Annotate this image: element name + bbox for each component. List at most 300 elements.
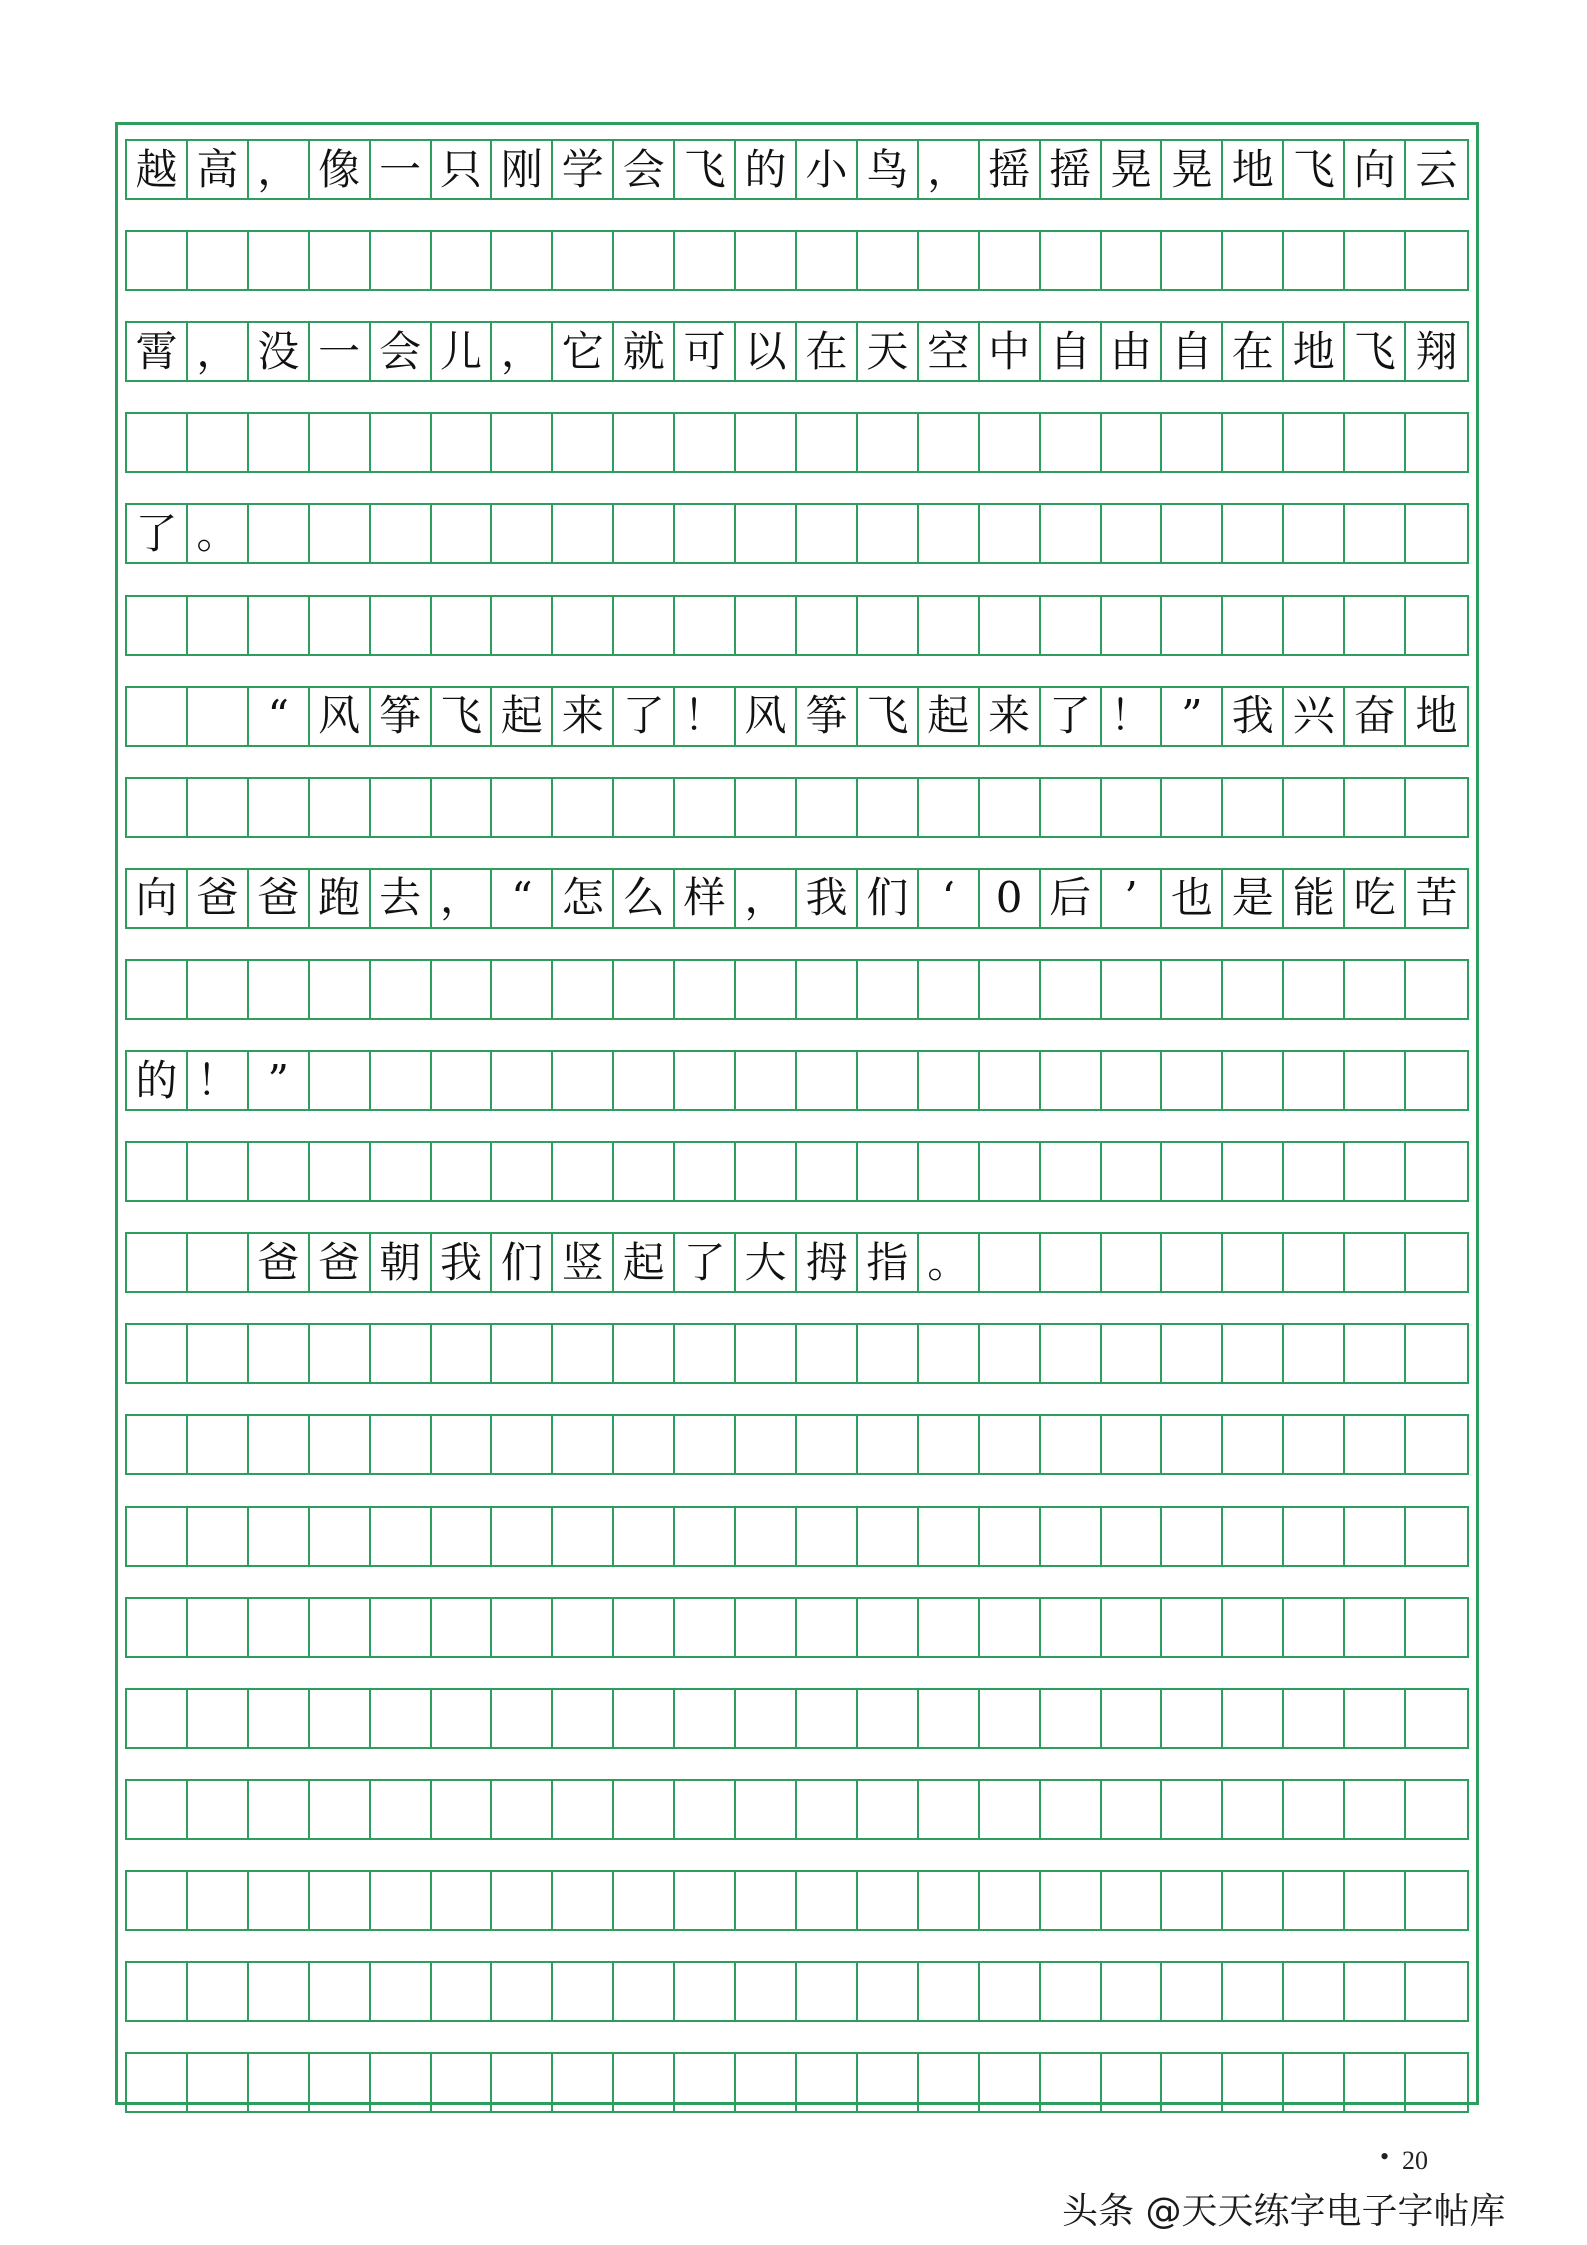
grid-cell: 在 — [797, 323, 858, 380]
grid-row — [125, 1050, 1469, 1111]
grid-cell — [797, 1963, 858, 2020]
grid-cell — [1162, 961, 1223, 1018]
grid-cell — [1345, 1781, 1406, 1838]
grid-cell — [736, 1508, 797, 1565]
grid-cell — [1102, 1872, 1163, 1929]
grid-cell: 天 — [858, 323, 919, 380]
grid-cell: ， — [492, 323, 553, 380]
grid-cell — [858, 2054, 919, 2111]
grid-cell: 地 — [1415, 691, 1458, 741]
grid-cell — [553, 1143, 614, 1200]
grid-cell: 爸 — [310, 1234, 371, 1291]
grid-cell — [1223, 232, 1284, 289]
grid-cell — [1406, 779, 1467, 836]
grid-cell — [797, 505, 858, 562]
grid-cell — [188, 779, 249, 836]
grid-cell: 起 — [492, 688, 553, 745]
grid-cell — [1406, 1234, 1467, 1291]
grid-cell — [980, 2054, 1041, 2111]
grid-cell: 了 — [1041, 688, 1102, 745]
grid-cell: 会 — [614, 141, 675, 198]
grid-cell: ” — [1162, 688, 1223, 745]
grid-cell — [980, 1234, 1041, 1291]
grid-cell — [1406, 2054, 1467, 2111]
grid-cell — [797, 2054, 858, 2111]
grid-cell — [614, 1690, 675, 1747]
grid-cell — [1041, 2054, 1102, 2111]
grid-cell — [1102, 961, 1163, 1018]
grid-row — [125, 1232, 1469, 1293]
grid-cell — [371, 1690, 432, 1747]
grid-cell — [127, 414, 188, 471]
grid-cell: ！ — [1102, 688, 1163, 745]
grid-cell — [432, 1690, 493, 1747]
grid-cell: 竖 — [553, 1234, 614, 1291]
grid-cell: 一 — [310, 323, 371, 380]
grid-cell — [736, 2054, 797, 2111]
grid-cell — [1041, 1690, 1102, 1747]
grid-cell: ， — [736, 870, 797, 927]
grid-cell: ‘ — [919, 870, 980, 927]
grid-cell — [614, 414, 675, 471]
grid-cell — [310, 2054, 371, 2111]
grid-cell — [371, 414, 432, 471]
grid-cell — [675, 961, 736, 1018]
grid-cell: 摇 — [1041, 141, 1102, 198]
grid-cell — [188, 1234, 249, 1291]
grid-cell — [371, 232, 432, 289]
grid-cell — [1041, 1325, 1102, 1382]
grid-cell — [432, 1508, 493, 1565]
grid-cell — [919, 1508, 980, 1565]
grid-row — [125, 959, 1469, 1020]
grid-cell: 能 — [1284, 870, 1345, 927]
grid-cell — [1284, 1052, 1345, 1109]
grid-cell — [919, 1416, 980, 1473]
grid-cell: 风 — [736, 688, 797, 745]
grid-cell: 向 — [127, 870, 188, 927]
grid-cell — [371, 2054, 432, 2111]
grid-cell: 们 — [858, 870, 919, 927]
grid-cell — [736, 1963, 797, 2020]
grid-cell — [1102, 1599, 1163, 1656]
grid-row — [125, 230, 1469, 291]
grid-cell: 朝 — [371, 1234, 432, 1291]
grid-cell: 后 — [1041, 870, 1102, 927]
grid-cell: 兴 — [1284, 688, 1345, 745]
grid-cell — [553, 2054, 614, 2111]
grid-cell — [1223, 1416, 1284, 1473]
grid-cell — [736, 1416, 797, 1473]
grid-cell: 摇 — [980, 141, 1041, 198]
grid-cell — [310, 779, 371, 836]
grid-cell — [858, 414, 919, 471]
grid-cell — [1162, 232, 1223, 289]
grid-cell: 。 — [188, 505, 249, 562]
grid-cell — [127, 597, 188, 654]
grid-cell — [1223, 1325, 1284, 1382]
grid-cell — [1223, 779, 1284, 836]
grid-cell — [1345, 232, 1406, 289]
grid-cell — [1102, 779, 1163, 836]
grid-cell — [371, 1143, 432, 1200]
grid-cell — [736, 1872, 797, 1929]
grid-cell — [614, 1508, 675, 1565]
grid-cell — [1284, 1143, 1345, 1200]
grid-cell — [858, 961, 919, 1018]
grid-row — [125, 139, 1469, 200]
grid-cell — [249, 1508, 310, 1565]
grid-row — [125, 1597, 1469, 1658]
grid-cell — [614, 1416, 675, 1473]
grid-cell — [1345, 1599, 1406, 1656]
grid-cell — [919, 1872, 980, 1929]
grid-cell — [980, 1781, 1041, 1838]
grid-cell — [919, 1052, 980, 1109]
grid-cell — [980, 1416, 1041, 1473]
grid-cell — [797, 1508, 858, 1565]
grid-cell — [310, 232, 371, 289]
grid-cell — [1345, 414, 1406, 471]
grid-cell — [492, 1052, 553, 1109]
grid-cell — [492, 1508, 553, 1565]
grid-cell: 了 — [675, 1234, 736, 1291]
grid-cell — [736, 1781, 797, 1838]
grid-cell — [1162, 1508, 1223, 1565]
grid-cell: 在 — [1223, 323, 1284, 380]
grid-cell — [127, 1234, 188, 1291]
grid-cell — [553, 1508, 614, 1565]
grid-cell — [127, 1781, 188, 1838]
grid-cell — [1345, 779, 1406, 836]
grid-cell — [553, 1690, 614, 1747]
grid-cell: 可 — [675, 323, 736, 380]
grid-cell — [1345, 1416, 1406, 1473]
grid-cell — [127, 688, 188, 745]
grid-cell: 儿 — [432, 323, 493, 380]
grid-cell — [310, 505, 371, 562]
grid-cell — [1223, 1143, 1284, 1200]
grid-cell — [553, 232, 614, 289]
grid-cell — [1162, 1052, 1223, 1109]
grid-cell: 大 — [736, 1234, 797, 1291]
grid-cell: 一 — [371, 141, 432, 198]
grid-cell — [553, 505, 614, 562]
grid-cell — [1041, 597, 1102, 654]
grid-row — [125, 503, 1469, 564]
grid-cell — [736, 414, 797, 471]
grid-cell — [553, 961, 614, 1018]
grid-cell — [127, 1690, 188, 1747]
grid-cell — [249, 779, 310, 836]
grid-cell: ， — [432, 870, 493, 927]
grid-cell — [492, 1781, 553, 1838]
grid-cell: ， — [188, 323, 249, 380]
grid-cell — [797, 961, 858, 1018]
grid-cell — [1345, 1143, 1406, 1200]
grid-cell — [1345, 1052, 1406, 1109]
grid-cell — [1041, 1143, 1102, 1200]
grid-cell — [797, 1872, 858, 1929]
grid-cell — [1345, 1325, 1406, 1382]
grid-cell — [432, 961, 493, 1018]
grid-cell — [1041, 779, 1102, 836]
grid-cell — [432, 1052, 493, 1109]
grid-cell: 爸 — [188, 870, 249, 927]
grid-cell — [492, 1872, 553, 1929]
grid-cell — [432, 1143, 493, 1200]
grid-cell — [675, 414, 736, 471]
grid-cell: 晃 — [1162, 141, 1223, 198]
grid-cell — [432, 779, 493, 836]
grid-cell — [1102, 2054, 1163, 2111]
grid-cell — [1102, 232, 1163, 289]
grid-cell — [919, 505, 980, 562]
grid-cell — [492, 232, 553, 289]
grid-cell: 小 — [797, 141, 858, 198]
grid-cell — [1102, 1234, 1163, 1291]
grid-cell — [797, 1599, 858, 1656]
grid-cell — [1041, 1416, 1102, 1473]
grid-cell — [127, 2054, 188, 2111]
grid-cell: 来 — [553, 688, 614, 745]
grid-cell — [1102, 1781, 1163, 1838]
grid-cell — [1284, 232, 1345, 289]
grid-cell — [797, 1416, 858, 1473]
grid-cell — [919, 2054, 980, 2111]
grid-cell — [1102, 1416, 1163, 1473]
grid-cell — [492, 505, 553, 562]
grid-cell — [1406, 1963, 1467, 2020]
grid-cell: 爸 — [249, 1234, 310, 1291]
grid-cell — [249, 505, 310, 562]
grid-cell — [675, 1872, 736, 1929]
grid-cell — [797, 597, 858, 654]
grid-cell — [249, 1872, 310, 1929]
grid-cell — [614, 779, 675, 836]
grid-cell — [127, 961, 188, 1018]
grid-cell — [675, 232, 736, 289]
grid-cell — [1223, 1963, 1284, 2020]
grid-cell: 空 — [919, 323, 980, 380]
grid-cell — [1406, 1416, 1467, 1473]
grid-cell — [797, 1781, 858, 1838]
grid-cell — [736, 1052, 797, 1109]
grid-cell — [980, 505, 1041, 562]
grid-cell — [736, 779, 797, 836]
grid-cell: 了 — [614, 688, 675, 745]
grid-cell: 只 — [432, 141, 493, 198]
grid-cell — [858, 232, 919, 289]
grid-cell — [492, 1963, 553, 2020]
grid-cell — [127, 1963, 188, 2020]
grid-cell — [1284, 1325, 1345, 1382]
grid-cell: 刚 — [492, 141, 553, 198]
grid-cell — [1162, 1416, 1223, 1473]
grid-cell — [614, 505, 675, 562]
grid-cell — [1345, 1690, 1406, 1747]
grid-cell — [371, 1599, 432, 1656]
grid-cell: 来 — [980, 688, 1041, 745]
grid-cell — [980, 1508, 1041, 1565]
grid-cell — [1102, 1143, 1163, 1200]
grid-cell: 怎 — [553, 870, 614, 927]
grid-cell — [1041, 232, 1102, 289]
watermark: 头条 @天天练字电子字帖库 — [1062, 2191, 1506, 2232]
page-number-dot: • — [1380, 2142, 1390, 2171]
grid-cell — [1223, 1508, 1284, 1565]
grid-cell — [1284, 1599, 1345, 1656]
grid-cell — [1041, 1781, 1102, 1838]
grid-cell — [310, 414, 371, 471]
grid-cell — [919, 414, 980, 471]
grid-cell — [249, 1963, 310, 2020]
grid-cell — [1345, 1963, 1406, 2020]
grid-cell — [614, 1143, 675, 1200]
grid-cell — [1406, 1872, 1467, 1929]
grid-cell — [1406, 1690, 1467, 1747]
grid-cell — [492, 1416, 553, 1473]
grid-cell — [1223, 961, 1284, 1018]
grid-cell — [1406, 961, 1467, 1018]
grid-cell — [310, 1325, 371, 1382]
grid-row — [125, 1141, 1469, 1202]
grid-cell: 高 — [188, 141, 249, 198]
grid-cell — [1284, 961, 1345, 1018]
grid-cell — [553, 414, 614, 471]
grid-cell — [432, 505, 493, 562]
grid-cell — [371, 961, 432, 1018]
grid-cell — [919, 1599, 980, 1656]
grid-cell — [249, 1143, 310, 1200]
grid-cell — [371, 1781, 432, 1838]
grid-cell: ！ — [675, 688, 736, 745]
grid-cell — [980, 1963, 1041, 2020]
grid-cell: 自 — [1162, 323, 1223, 380]
grid-cell — [1284, 597, 1345, 654]
grid-cell — [310, 1143, 371, 1200]
grid-cell: 奋 — [1345, 688, 1406, 745]
grid-cell — [492, 1599, 553, 1656]
grid-cell — [736, 1690, 797, 1747]
grid-cell — [919, 1963, 980, 2020]
grid-cell: 0 — [980, 870, 1041, 927]
grid-cell: 越 — [127, 141, 188, 198]
page-number: 20 — [1402, 2146, 1428, 2175]
grid-cell — [675, 1963, 736, 2020]
grid-cell — [675, 1508, 736, 1565]
grid-cell — [1345, 505, 1406, 562]
grid-cell — [310, 597, 371, 654]
grid-cell — [1406, 1599, 1467, 1656]
grid-cell — [432, 1963, 493, 2020]
grid-cell — [1162, 414, 1223, 471]
grid-cell — [553, 1872, 614, 1929]
grid-cell: 它 — [553, 323, 614, 380]
grid-cell — [614, 2054, 675, 2111]
grid-cell — [553, 597, 614, 654]
grid-row — [125, 595, 1469, 656]
grid-cell: 以 — [736, 323, 797, 380]
grid-cell — [736, 1325, 797, 1382]
grid-cell — [127, 1325, 188, 1382]
grid-cell — [1223, 2054, 1284, 2111]
grid-cell — [1162, 1234, 1223, 1291]
grid-cell — [127, 1416, 188, 1473]
grid-row — [125, 1688, 1469, 1749]
grid-cell: “ — [492, 870, 553, 927]
grid-cell: 也 — [1162, 870, 1223, 927]
grid-cell — [919, 232, 980, 289]
grid-cell — [980, 961, 1041, 1018]
grid-cell — [614, 1052, 675, 1109]
grid-cell — [1284, 1508, 1345, 1565]
grid-cell: 飞 — [858, 688, 919, 745]
grid-cell — [1406, 505, 1467, 562]
grid-cell — [249, 1599, 310, 1656]
grid-cell: 去 — [371, 870, 432, 927]
grid-cell — [1162, 1143, 1223, 1200]
grid-cell — [675, 1599, 736, 1656]
grid-cell: 筝 — [371, 688, 432, 745]
grid-cell: 飞 — [1345, 323, 1406, 380]
grid-cell: 就 — [614, 323, 675, 380]
grid-cell — [675, 1690, 736, 1747]
grid-cell — [1223, 414, 1284, 471]
grid-cell — [188, 1325, 249, 1382]
grid-cell — [1406, 1325, 1467, 1382]
grid-cell — [371, 1963, 432, 2020]
grid-cell — [614, 1325, 675, 1382]
grid-cell: 筝 — [797, 688, 858, 745]
grid-cell — [858, 1599, 919, 1656]
grid-cell — [919, 779, 980, 836]
grid-row — [125, 2052, 1469, 2113]
grid-cell — [980, 1143, 1041, 1200]
grid-cell — [1102, 1325, 1163, 1382]
grid-cell — [1162, 2054, 1223, 2111]
grid-cell — [310, 961, 371, 1018]
grid-cell — [1041, 1052, 1102, 1109]
grid-cell — [432, 1599, 493, 1656]
grid-row — [125, 1961, 1469, 2022]
grid-cell — [127, 1872, 188, 1929]
grid-cell — [188, 232, 249, 289]
grid-cell: 们 — [492, 1234, 553, 1291]
grid-cell: 中 — [980, 323, 1041, 380]
grid-cell — [188, 1781, 249, 1838]
grid-cell — [371, 1052, 432, 1109]
grid-cell — [675, 1781, 736, 1838]
grid-cell: ， — [919, 141, 980, 198]
grid-cell — [1102, 505, 1163, 562]
grid-cell — [797, 779, 858, 836]
grid-cell — [1162, 1781, 1223, 1838]
grid-cell — [797, 1690, 858, 1747]
grid-cell — [1041, 1234, 1102, 1291]
grid-cell — [492, 1143, 553, 1200]
grid-cell — [188, 688, 249, 745]
grid-cell — [675, 2054, 736, 2111]
grid-cell — [1102, 1690, 1163, 1747]
grid-cell: 么 — [614, 870, 675, 927]
grid-cell — [127, 1599, 188, 1656]
grid-cell — [1223, 1599, 1284, 1656]
grid-cell — [492, 414, 553, 471]
grid-cell — [797, 1052, 858, 1109]
grid-cell — [188, 1508, 249, 1565]
grid-cell — [432, 232, 493, 289]
